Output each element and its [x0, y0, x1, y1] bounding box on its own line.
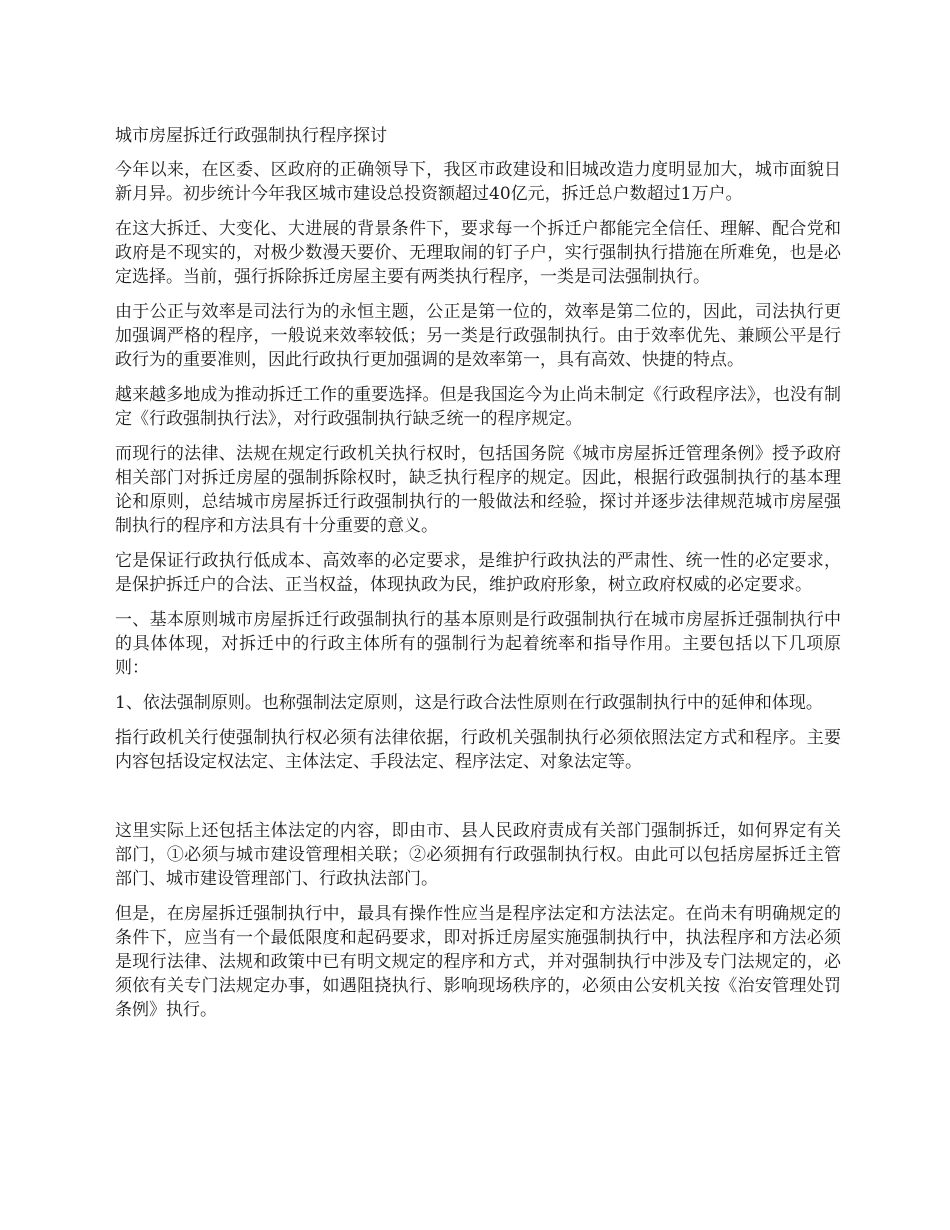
paragraph: 它是保证行政执行低成本、高效率的必定要求，是维护行政执法的严肃性、统一性的必定要求，是保护拆迁户的合法、正当权益，体现执政为民，维护政府形象，树立政府权威的必定要求。: [115, 551, 841, 595]
paragraph: 由于公正与效率是司法行为的永恒主题，公正是第一位的，效率是第二位的，因此，司法执行更加强调严格的程序，一般说来效率较低；另一类是行政强制执行。由于效率优先、兼顾公平是行政行为的重要准则，因此行政执行更加强调的是效率第一，具有高效、快捷的特点。: [115, 302, 841, 370]
paragraph: 而现行的法律、法规在规定行政机关执行权时，包括国务院《城市房屋拆迁管理条例》授予政府相关部门对拆迁房屋的强制拆除权时，缺乏执行程序的规定。因此，根据行政强制执行的基本理论和原则，总结城市房屋拆迁行政强制执行的一般做法和经验，探讨并逐步法律规范城市房屋强制执行的程序和方法具有十分重要的意义。: [115, 444, 841, 536]
paragraph: 这里实际上还包括主体法定的内容，即由市、县人民政府责成有关部门强制拆迁，如何界定有关部门，①必须与城市建设管理相关联；②必须拥有行政强制执行权。由此可以包括房屋拆迁主管部门、城市建设管理部门、行政执法部门。: [115, 821, 841, 889]
paragraph: 越来越多地成为推动拆迁工作的重要选择。但是我国迄今为止尚未制定《行政程序法》，也没有制定《行政强制执行法》，对行政强制执行缺乏统一的程序规定。: [115, 385, 841, 429]
section-gap: [115, 785, 841, 819]
paragraph: 指行政机关行使强制执行权必须有法律依据，行政机关强制执行必须依照法定方式和程序。主要内容包括设定权法定、主体法定、手段法定、程序法定、对象法定等。: [115, 728, 841, 772]
paragraph: 一、基本原则城市房屋拆迁行政强制执行的基本原则是行政强制执行在城市房屋拆迁强制执行中的具体体现，对拆迁中的行政主体所有的强制行为起着统率和指导作用。主要包括以下几项原则：: [115, 610, 841, 678]
paragraph: 在这大拆迁、大变化、大进展的背景条件下，要求每一个拆迁户都能完全信任、理解、配合党和政府是不现实的，对极少数漫天要价、无理取闹的钉子户，实行强制执行措施在所难免，也是必定选择。当前，强行拆除拆迁房屋主要有两类执行程序，一类是司法强制执行。: [115, 219, 841, 287]
paragraph: 但是，在房屋拆迁强制执行中，最具有操作性应当是程序法定和方法法定。在尚未有明确规定的条件下，应当有一个最低限度和起码要求，即对拆迁房屋实施强制执行中，执法程序和方法必须是现行法律、法规和政策中已有明文规定的程序和方式，并对强制执行中涉及专门法规定的，必须依有关专门法规定办事，如遇阻挠执行、影响现场秩序的，必须由公安机关按《治安管理处罚条例》执行。: [115, 904, 841, 1020]
document-page: [115, 124, 841, 1033]
paragraph: 1、依法强制原则。也称强制法定原则，这是行政合法性原则在行政强制执行中的延伸和体现。: [115, 693, 823, 713]
document-title: 城市房屋拆迁行政强制执行程序探讨: [115, 126, 387, 146]
paragraph: 今年以来，在区委、区政府的正确领导下，我区市政建设和旧城改造力度明显加大，城市面貌日新月异。初步统计今年我区城市建设总投资额超过40亿元，拆迁总户数超过1万户。: [115, 160, 841, 204]
